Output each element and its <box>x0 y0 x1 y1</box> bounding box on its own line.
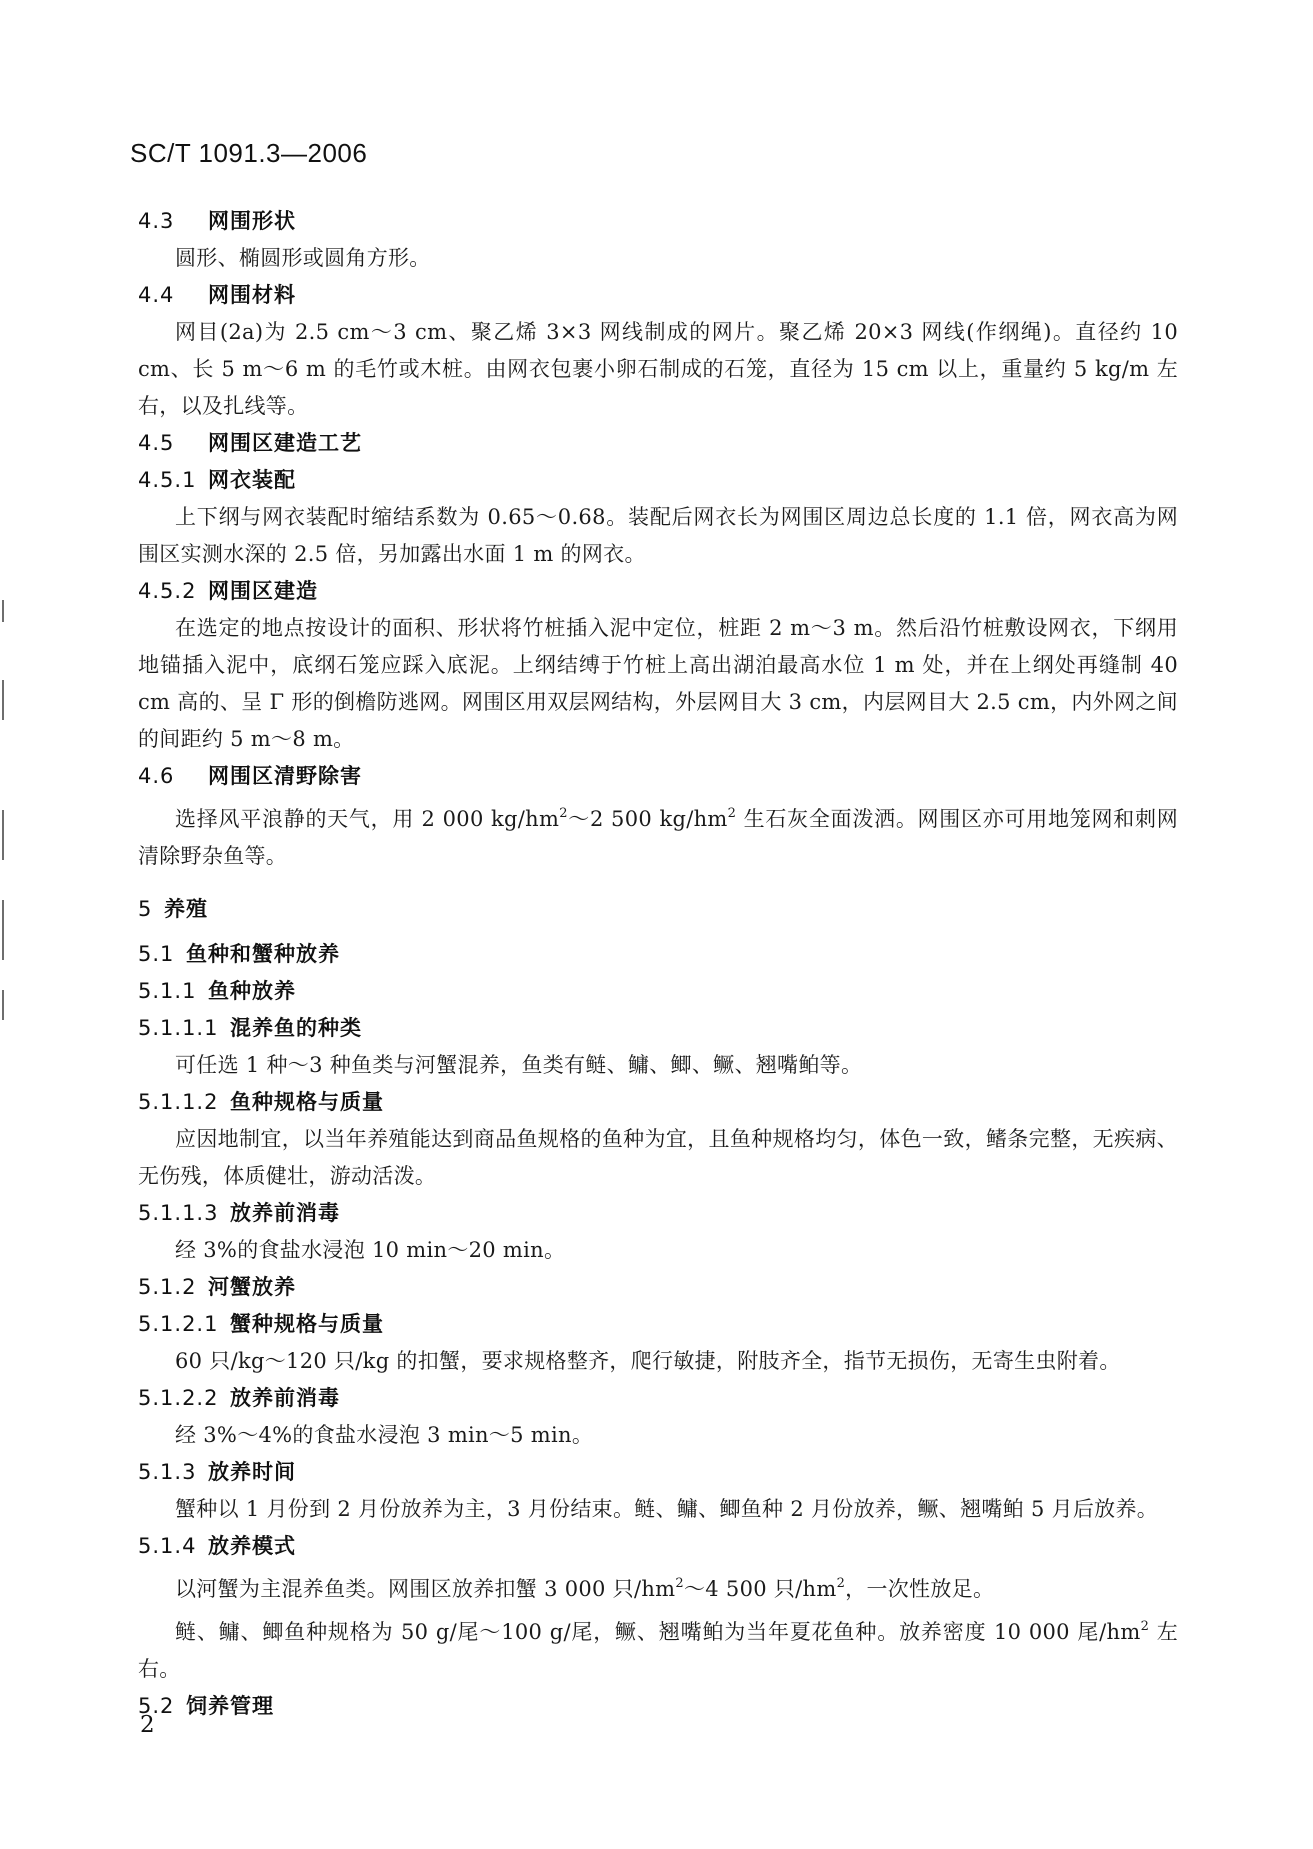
section-paragraph: 蟹种以 1 月份到 2 月份放养为主，3 月份结束。鲢、鳙、鲫鱼种 2 月份放养，鳜、翘嘴鲌 5 月后放养。 <box>175 1497 1159 1521</box>
section-paragraph: 圆形、椭圆形或圆角方形。 <box>175 246 431 270</box>
section-heading: 5.1.3 放养时间 <box>138 1460 296 1484</box>
scan-artifact-line <box>2 990 4 1020</box>
scan-artifact-line <box>2 900 4 960</box>
chapter-heading: 5 养殖 <box>138 897 208 921</box>
section-heading: 5.1.2.2 放养前消毒 <box>138 1386 340 1410</box>
section-paragraph: 上下纲与网衣装配时缩结系数为 0.65～0.68。装配后网衣长为网围区周边总长度的 1.1 倍，网衣高为网围区实测水深的 2.5 倍，另加露出水面 1 m 的网衣。 <box>138 505 1178 566</box>
section-paragraph: 可任选 1 种～3 种鱼类与河蟹混养，鱼类有鲢、鳙、鲫、鳜、翘嘴鲌等。 <box>175 1053 863 1077</box>
section-paragraph: 经 3%的食盐水浸泡 10 min～20 min。 <box>175 1238 566 1262</box>
section-heading: 5.1.1.3 放养前消毒 <box>138 1201 340 1225</box>
section-paragraph: 60 只/kg～120 只/kg 的扣蟹，要求规格整齐，爬行敏捷，附肢齐全，指节无损伤，无寄生虫附着。 <box>175 1349 1121 1373</box>
document-body <box>138 203 1178 1725</box>
section-paragraph: 经 3%～4%的食盐水浸泡 3 min～5 min。 <box>175 1423 594 1447</box>
section-heading: 5.1.2.1 蟹种规格与质量 <box>138 1312 384 1336</box>
section-heading: 5.1.2 河蟹放养 <box>138 1275 296 1299</box>
section-heading: 5.1 鱼种和蟹种放养 <box>138 942 340 966</box>
section-heading: 4.6 网围区清野除害 <box>138 764 362 788</box>
scan-artifact-line <box>2 810 4 860</box>
section-paragraph: 网目(2a)为 2.5 cm～3 cm、聚乙烯 3×3 网线制成的网片。聚乙烯 20×3 网线(作纲绳)。直径约 10 cm、长 5 m～6 m 的毛竹或木桩。由网衣包裹小卵石制成的石笼，直径为 15 cm 以上，重量约 5 kg/m 左右，以及扎线等。 <box>138 320 1178 418</box>
section-heading: 4.4 网围材料 <box>138 283 296 307</box>
section-paragraph: 在选定的地点按设计的面积、形状将竹桩插入泥中定位，桩距 2 m～3 m。然后沿竹桩敷设网衣，下纲用地锚插入泥中，底纲石笼应踩入底泥。上纲结缚于竹桩上高出湖泊最高水位 1 m 处，并在上纲处再缝制 40 cm 高的、呈 Γ 形的倒檐防逃网。网围区用双层网结构，外层网目大 3 cm，内层网目大 2.5 cm，内外网之间的间距约 5 m～8 m。 <box>138 616 1178 751</box>
section-heading: 4.5.1 网衣装配 <box>138 468 296 492</box>
section-heading: 5.2 饲养管理 <box>138 1694 274 1718</box>
section-heading: 5.1.1 鱼种放养 <box>138 979 296 1003</box>
section-heading: 5.1.1.2 鱼种规格与质量 <box>138 1090 384 1114</box>
section-paragraph: 以河蟹为主混养鱼类。网围区放养扣蟹 3 000 只$/hm^2\sim 4$ 500 只$/hm^2$，一次性放足。 <box>175 1576 995 1601</box>
section-paragraph: 鲢、鳙、鲫鱼种规格为 50 g/尾～100 g/尾，鳜、翘嘴鲌为当年夏花鱼种。放养密度 10 000 尾$/hm^2$ 左右。 <box>138 1619 1178 1681</box>
section-paragraph: 应因地制宜，以当年养殖能达到商品鱼规格的鱼种为宜，且鱼种规格均匀，体色一致，鳍条完整，无疾病、无伤残，体质健壮，游动活泼。 <box>138 1127 1178 1188</box>
section-heading: 5.1.4 放养模式 <box>138 1534 296 1558</box>
scan-artifact-line <box>2 680 4 720</box>
section-heading: 4.5 网围区建造工艺 <box>138 431 362 455</box>
standard-code: SC/T 1091.3—2006 <box>130 138 368 168</box>
section-heading: 4.5.2 网围区建造 <box>138 579 318 603</box>
scan-artifact-line <box>2 600 4 622</box>
section-heading: 4.3 网围形状 <box>138 209 296 233</box>
section-paragraph: 选择风平浪静的天气，用 2 000 $kg/hm^2\sim 2$ 500 $kg/hm^2$ 生石灰全面泼洒。网围区亦可用地笼网和刺网清除野杂鱼等。 <box>138 806 1178 868</box>
page-number: 2 <box>140 1712 155 1738</box>
section-heading: 5.1.1.1 混养鱼的种类 <box>138 1016 362 1040</box>
